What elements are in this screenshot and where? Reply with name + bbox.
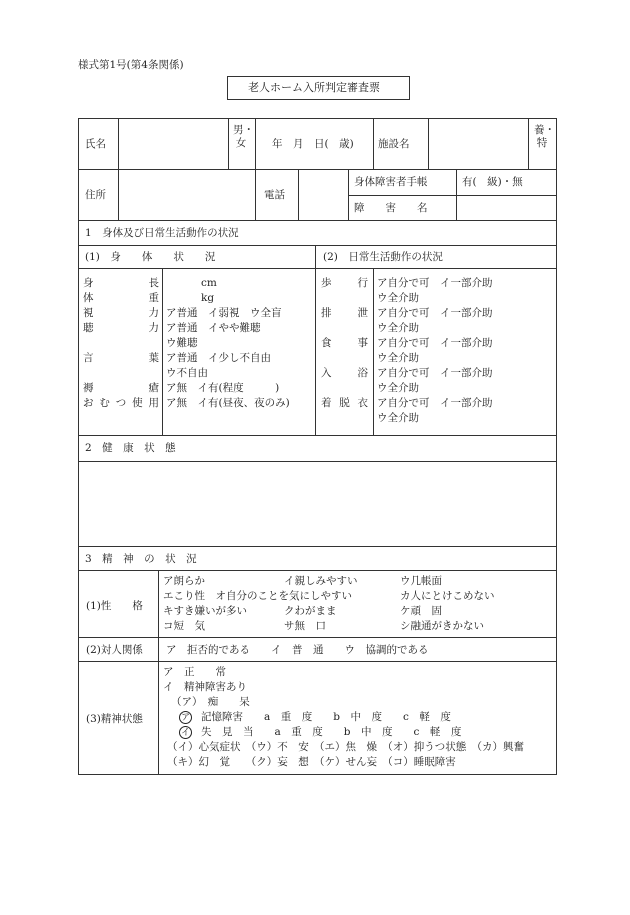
adl-title: (2) 日常生活動作の状況 [323,251,443,263]
adl-option: ア自分で可 イ一部介助 [377,337,493,349]
adl-label: 歩 行 [321,277,368,289]
form-number: 様式第1号(第4条関係) [78,59,184,71]
adl-option: ウ全介助 [377,382,419,394]
physical-label: 褥 瘡 [83,382,159,394]
care-type-label: 養・特 [534,124,555,149]
physical-title: (1) 身 体 状 況 [85,251,216,263]
section1-title: 1 身体及び日常生活動作の状況 [85,227,239,239]
handbook-label: 身体障害者手帳 [354,176,428,188]
physical-value: ア無 イ有(昼夜、夜のみ) [166,397,290,409]
physical-value: cm [201,277,217,289]
physical-label: 言 葉 [83,352,159,364]
physical-value: ア普通 イ少し不自由 [166,352,271,364]
personality-option: ア朗らか [163,575,205,587]
mental-option: （キ）幻 覚 （ク）妄 想 （ケ）せん妄 （コ）睡眠障害 [167,756,456,768]
physical-value: ア普通 イ弱視 ウ全盲 [166,307,282,319]
phone-label: 電話 [264,189,285,201]
personality-option: キすき嫌いが多い [163,605,247,617]
disability-label: 障 害 名 [354,202,428,214]
mental-option: （ア） 痴 呆 [171,696,250,708]
personality-option: サ無 口 [284,620,326,632]
physical-value: ウ難聴 [166,337,198,349]
name-label: 氏名 [85,138,106,150]
adl-label: 食 事 [321,337,368,349]
section3-title: 3 精 神 の 状 況 [85,553,197,565]
mental-option: 記憶障害 a 重 度 b 中 度 c 軽 度 [201,711,451,723]
handbook-value: 有( 級)・無 [462,176,523,188]
adl-option: ウ全介助 [377,352,419,364]
personality-label: (1)性 格 [86,600,143,612]
physical-label: 身 長 [83,277,159,289]
physical-label: おむつ使用 [83,397,159,409]
adl-option: ウ全介助 [377,412,419,424]
personality-option: イ親しみやすい [284,575,358,587]
physical-label: 視 力 [83,307,159,319]
personality-option: カ人にとけこめない [400,590,495,602]
section2-title: 2 健 康 状 態 [85,442,176,454]
physical-label: 聴 力 [83,322,159,334]
personality-option: コ短 気 [163,620,205,632]
mental-label: (3)精神状態 [86,713,143,725]
relation-value: ア 拒否的である イ 普 通 ウ 協調的である [166,644,429,656]
mental-option: （イ）心気症状 （ウ）不 安 （エ）焦 燥 （オ）抑うつ状態 （カ）興奮 [167,741,524,753]
adl-option: ウ全介助 [377,292,419,304]
adl-option: ア自分で可 イ一部介助 [377,277,493,289]
address-label: 住所 [85,189,106,201]
adl-label: 着脱衣 [321,397,368,409]
physical-value: ウ不自由 [166,367,208,379]
sex-label: 男・女 [233,124,254,149]
mental-option: イ 精神障害あり [163,681,247,693]
physical-value: kg [201,292,215,304]
adl-option: ア自分で可 イ一部介助 [377,367,493,379]
physical-value: ア無 イ有(程度 ) [166,382,280,394]
personality-option: シ融通がきかない [400,620,484,632]
mental-option: ア 正 常 [163,666,226,678]
circled-marker: イ [180,728,190,738]
personality-option: クわがまま [284,605,337,617]
birth-label: 年 月 日( 歳) [272,138,354,150]
page-title: 老人ホーム入所判定審査票 [248,81,380,94]
circled-marker: ア [180,713,190,723]
relation-label: (2)対人関係 [86,644,143,656]
adl-option: ウ全介助 [377,322,419,334]
physical-label: 体 重 [83,292,159,304]
adl-label: 排 泄 [321,307,368,319]
personality-option: ケ頑 固 [400,605,442,617]
adl-label: 入 浴 [321,367,368,379]
adl-option: ア自分で可 イ一部介助 [377,307,493,319]
mental-option: 失 見 当 a 重 度 b 中 度 c 軽 度 [201,726,462,738]
personality-option: ウ几帳面 [400,575,442,587]
facility-label: 施設名 [378,138,410,150]
physical-value: ア普通 イやや難聴 [166,322,261,334]
adl-option: ア自分で可 イ一部介助 [377,397,493,409]
personality-option: エこり性 オ自分のことを気にしやすい [163,590,352,602]
